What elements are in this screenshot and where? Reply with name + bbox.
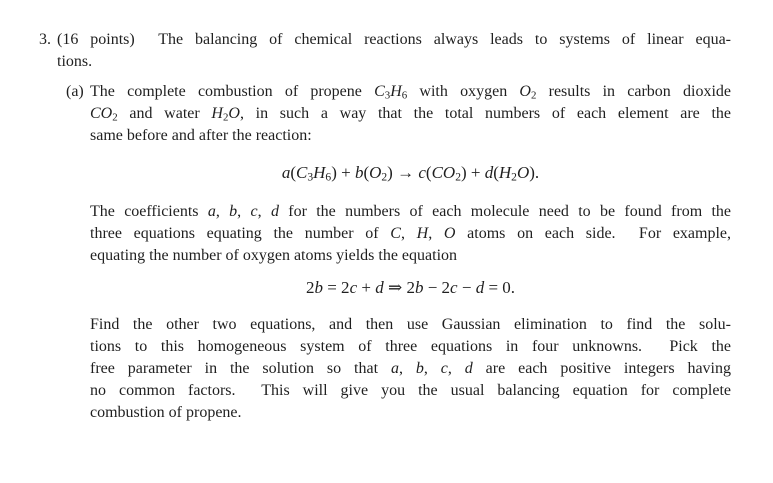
text-line: The coefficients a, b, c, d for the numbers of each molecule need to be found from the: [90, 203, 732, 220]
text-line: Find the other two equations, and then use Gaussian elimination to find the solu-: [90, 316, 731, 333]
part-a-paragraph-2: [90, 201, 731, 267]
problem-intro: [57, 29, 731, 73]
part-a-paragraph-1: [90, 81, 731, 147]
text-line: free parameter in the solution so that a, b, c, d are each positive integers having: [90, 360, 731, 377]
part-a-paragraph-3: [90, 314, 731, 424]
text-line: (16 points) The balancing of chemical reactions always leads to systems of linear equa-: [57, 31, 731, 48]
text-line: The complete combustion of propene $C_3H_6$ with oxygen $O_2$ results in carbon dioxide: [90, 83, 731, 102]
display-equation-oxygen-balance: 2b = 2c + d ⇒ 2b − 2c − d = 0.: [305, 278, 516, 297]
text-line: combustion of propene.: [90, 404, 242, 421]
display-equation-reaction: $a(C_3H_6) + b(O_2) \to c(CO_2) + d(H_2O)$.: [281, 163, 540, 184]
text-line: no common factors. This will give you the usual balancing equation for complete: [90, 382, 731, 399]
part-a-label: (a): [66, 83, 84, 100]
problem-number: 3.: [39, 31, 51, 48]
text-line: equating the number of oxygen atoms yields the equation: [90, 247, 458, 264]
text-line: tions to this homogeneous system of three equations in four unknowns. Pick the: [90, 338, 731, 355]
text-line: same before and after the reaction:: [90, 127, 312, 144]
text-line: tions.: [57, 53, 93, 70]
text-line: $CO_2$ and water $H_2O$, in such a way that the total numbers of each element are the: [90, 105, 731, 124]
text-line: three equations equating the number of C, H, O atoms on each side. For example,: [90, 225, 732, 242]
